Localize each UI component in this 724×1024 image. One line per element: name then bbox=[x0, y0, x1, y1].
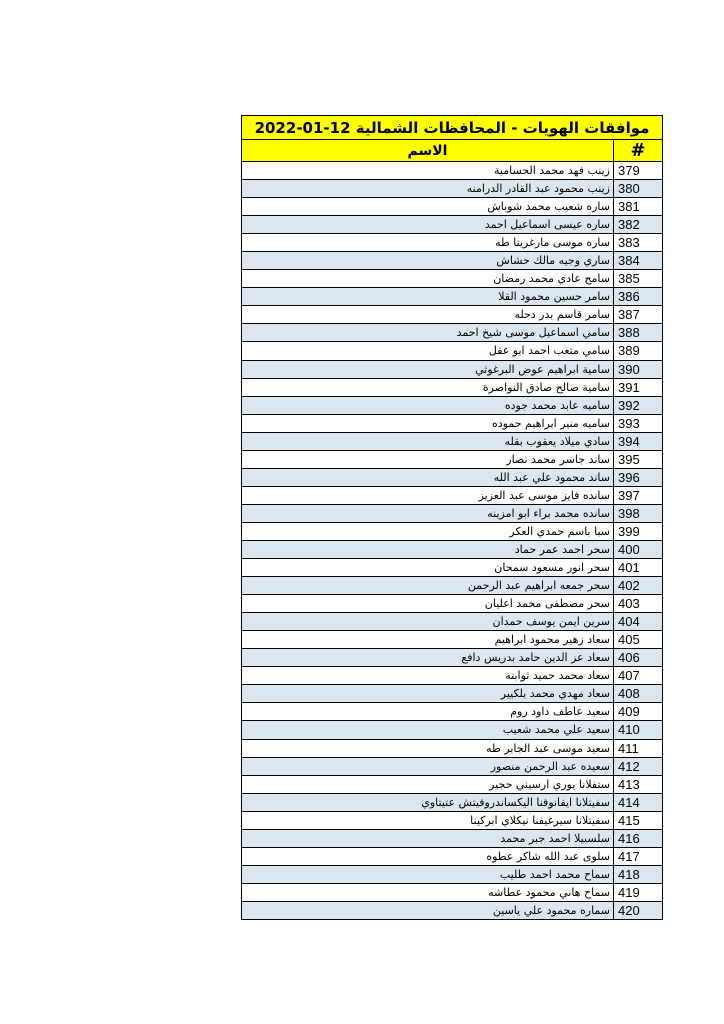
row-number: 391 bbox=[614, 378, 663, 396]
row-name: ساميه عابد محمد جوده bbox=[242, 396, 614, 414]
row-name: سحر انور مسعود سمحان bbox=[242, 559, 614, 577]
row-number: 406 bbox=[614, 649, 663, 667]
title-row bbox=[242, 116, 663, 140]
row-name: سعيده عبد الرحمن منصور bbox=[242, 757, 614, 775]
sheet-title: موافقات الهويات - المحافظات الشمالية 12-01-2022 bbox=[242, 116, 663, 140]
row-number: 411 bbox=[614, 739, 663, 757]
table-row bbox=[242, 486, 663, 504]
row-name: سعاد عز الدين حامد بدريس دافع bbox=[242, 649, 614, 667]
row-name: زينب محمود عبد القادر الدرامنه bbox=[242, 180, 614, 198]
row-number: 419 bbox=[614, 883, 663, 901]
row-number: 390 bbox=[614, 360, 663, 378]
row-name: سعيد موسى عبد الجابر طه bbox=[242, 739, 614, 757]
row-name: سفيتلانا ايفانوفنا اليكساندروفيتش عتيتاوي bbox=[242, 793, 614, 811]
row-number: 386 bbox=[614, 288, 663, 306]
row-name: ساره عيسى اسماعيل احمد bbox=[242, 216, 614, 234]
table-row bbox=[242, 793, 663, 811]
row-number: 413 bbox=[614, 775, 663, 793]
row-number: 388 bbox=[614, 324, 663, 342]
table-row bbox=[242, 901, 663, 919]
row-number: 392 bbox=[614, 396, 663, 414]
row-name: سامية ابراهيم عوض البرغوثي bbox=[242, 360, 614, 378]
table-row bbox=[242, 865, 663, 883]
table-row bbox=[242, 829, 663, 847]
header-row bbox=[242, 140, 663, 162]
row-name: ساند محمود علي عبد الله bbox=[242, 468, 614, 486]
row-number: 408 bbox=[614, 685, 663, 703]
row-name: سامية صالح صادق النواصرة bbox=[242, 378, 614, 396]
table-row bbox=[242, 396, 663, 414]
row-number: 395 bbox=[614, 450, 663, 468]
row-number: 393 bbox=[614, 414, 663, 432]
table-row bbox=[242, 775, 663, 793]
row-name: سامي متعب احمد ابو عقل bbox=[242, 342, 614, 360]
table-row bbox=[242, 739, 663, 757]
table-row bbox=[242, 270, 663, 288]
row-number: 382 bbox=[614, 216, 663, 234]
table-row bbox=[242, 721, 663, 739]
table-body bbox=[242, 162, 663, 920]
row-number: 381 bbox=[614, 198, 663, 216]
row-name: سماح هاني محمود عطاشه bbox=[242, 883, 614, 901]
row-name: سلوى عبد الله شاكر عطوه bbox=[242, 847, 614, 865]
row-number: 407 bbox=[614, 667, 663, 685]
row-name: سعيد عاطف داود روم bbox=[242, 703, 614, 721]
row-number: 417 bbox=[614, 847, 663, 865]
table-row bbox=[242, 162, 663, 180]
row-name: سفيتلانا سيرغيفنا نيكلاي ابركينا bbox=[242, 811, 614, 829]
row-name: سادي ميلاد يعقوب بقله bbox=[242, 432, 614, 450]
row-name: سحر مصطفى محمد اعليان bbox=[242, 595, 614, 613]
row-number: 389 bbox=[614, 342, 663, 360]
row-number: 379 bbox=[614, 162, 663, 180]
row-number: 403 bbox=[614, 595, 663, 613]
table-row bbox=[242, 883, 663, 901]
row-number: 415 bbox=[614, 811, 663, 829]
table-row bbox=[242, 432, 663, 450]
row-name: سانده فايز موسى عبد العزيز bbox=[242, 486, 614, 504]
row-number: 418 bbox=[614, 865, 663, 883]
row-name: سامي اسماعيل موسى شيخ احمد bbox=[242, 324, 614, 342]
table-row bbox=[242, 324, 663, 342]
name-column-header: الاسم bbox=[242, 140, 614, 162]
row-number: 387 bbox=[614, 306, 663, 324]
table-row bbox=[242, 540, 663, 558]
row-name: ساره موسى مارغريتا طه bbox=[242, 234, 614, 252]
row-name: سرين ايمن يوسف حمدان bbox=[242, 613, 614, 631]
table-row bbox=[242, 216, 663, 234]
row-number: 402 bbox=[614, 577, 663, 595]
row-name: سماح محمد احمد طليب bbox=[242, 865, 614, 883]
row-name: ساند جاسر محمد نصار bbox=[242, 450, 614, 468]
row-number: 409 bbox=[614, 703, 663, 721]
row-name: سحر احمد عمر حماد bbox=[242, 540, 614, 558]
table-row bbox=[242, 306, 663, 324]
row-number: 401 bbox=[614, 559, 663, 577]
table-row bbox=[242, 577, 663, 595]
row-number: 396 bbox=[614, 468, 663, 486]
row-number: 420 bbox=[614, 901, 663, 919]
row-name: سحر جمعه ابراهيم عبد الرحمن bbox=[242, 577, 614, 595]
row-number: 397 bbox=[614, 486, 663, 504]
row-name: سعاد زهير محمود ابراهيم bbox=[242, 631, 614, 649]
row-number: 412 bbox=[614, 757, 663, 775]
table-row bbox=[242, 649, 663, 667]
table-row bbox=[242, 288, 663, 306]
table-row bbox=[242, 613, 663, 631]
table-row bbox=[242, 468, 663, 486]
row-name: ساره شعيب محمد شوباش bbox=[242, 198, 614, 216]
row-number: 410 bbox=[614, 721, 663, 739]
table-row bbox=[242, 252, 663, 270]
approvals-table bbox=[241, 115, 663, 920]
table-row bbox=[242, 522, 663, 540]
row-number: 383 bbox=[614, 234, 663, 252]
row-name: ساميه منير ابراهيم حموده bbox=[242, 414, 614, 432]
table-row bbox=[242, 685, 663, 703]
row-number: 414 bbox=[614, 793, 663, 811]
table-row bbox=[242, 559, 663, 577]
table-row bbox=[242, 504, 663, 522]
row-name: زينب فهد محمد الحسامية bbox=[242, 162, 614, 180]
row-number: 404 bbox=[614, 613, 663, 631]
table-row bbox=[242, 342, 663, 360]
row-name: سبا باسم حمدي العكر bbox=[242, 522, 614, 540]
row-name: سلسبيلا احمد جبر محمد bbox=[242, 829, 614, 847]
row-name: سعيد علي محمد شعيب bbox=[242, 721, 614, 739]
table-row bbox=[242, 414, 663, 432]
row-number: 384 bbox=[614, 252, 663, 270]
row-number: 400 bbox=[614, 540, 663, 558]
row-number: 385 bbox=[614, 270, 663, 288]
number-column-header: # bbox=[614, 140, 663, 162]
row-name: سعاد مهدي محمد بلكيير bbox=[242, 685, 614, 703]
table-row bbox=[242, 450, 663, 468]
table-row bbox=[242, 703, 663, 721]
row-number: 416 bbox=[614, 829, 663, 847]
row-number: 394 bbox=[614, 432, 663, 450]
row-name: ستفلانا يوري ارسيني حجير bbox=[242, 775, 614, 793]
row-name: سعاد محمد حميد ثوابته bbox=[242, 667, 614, 685]
table-row bbox=[242, 631, 663, 649]
row-name: سماره محمود علي ياسين bbox=[242, 901, 614, 919]
row-name: سامح عادي محمد رمضان bbox=[242, 270, 614, 288]
row-name: ساري وجيه مالك حشاش bbox=[242, 252, 614, 270]
table-row bbox=[242, 847, 663, 865]
row-number: 405 bbox=[614, 631, 663, 649]
row-number: 399 bbox=[614, 522, 663, 540]
table-row bbox=[242, 595, 663, 613]
row-name: سانده محمد براء ابو امزينه bbox=[242, 504, 614, 522]
row-name: سامر قاسم بدر دحله bbox=[242, 306, 614, 324]
row-name: سامر حسين محمود القلا bbox=[242, 288, 614, 306]
table-row bbox=[242, 667, 663, 685]
table-row bbox=[242, 757, 663, 775]
table-row bbox=[242, 811, 663, 829]
row-number: 398 bbox=[614, 504, 663, 522]
table-row bbox=[242, 360, 663, 378]
table-row bbox=[242, 198, 663, 216]
table-row bbox=[242, 378, 663, 396]
row-number: 380 bbox=[614, 180, 663, 198]
table-row bbox=[242, 234, 663, 252]
table-row bbox=[242, 180, 663, 198]
